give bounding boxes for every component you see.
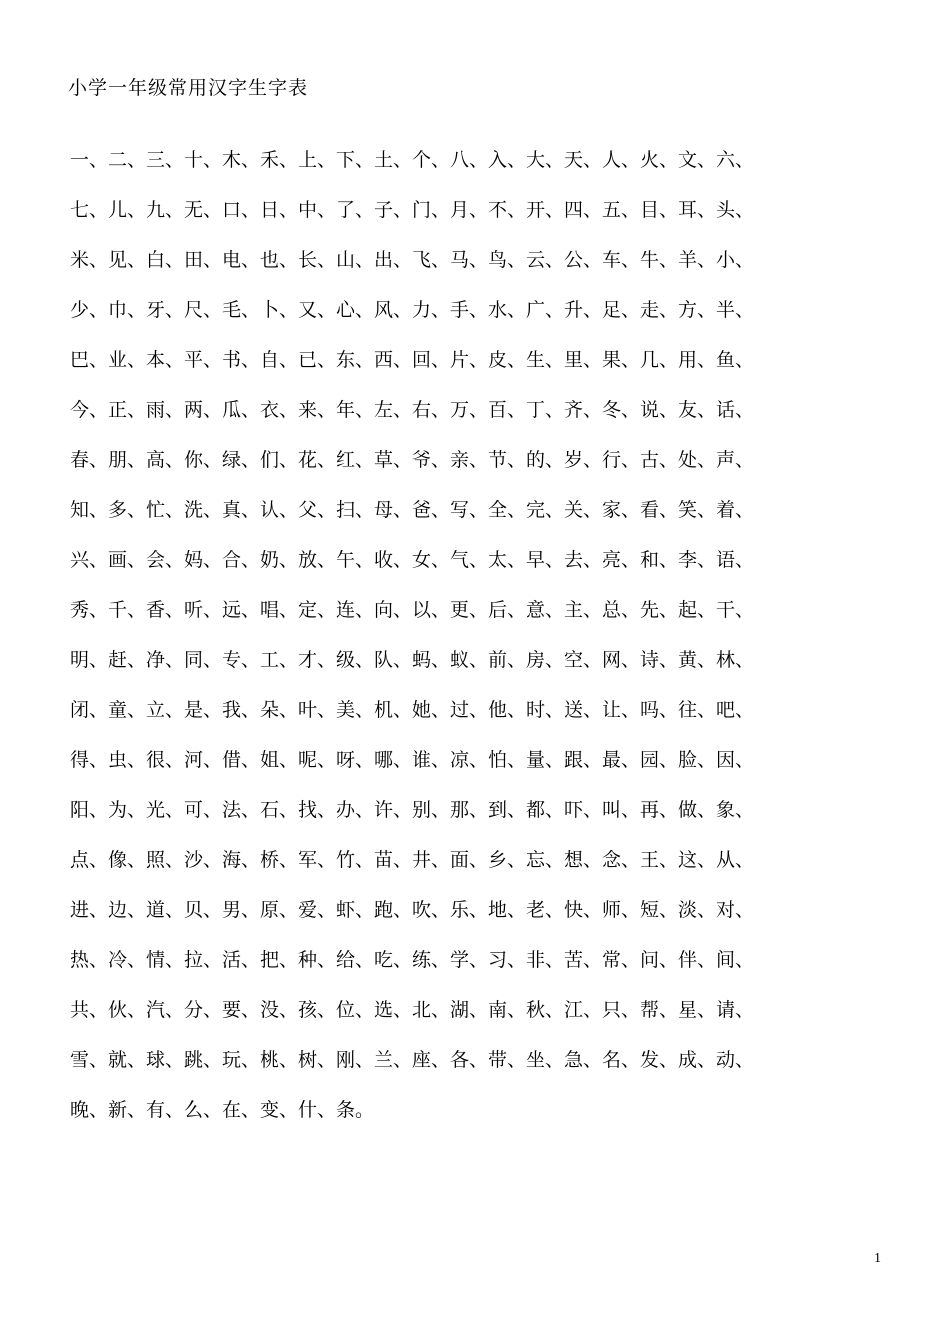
character-row: 得、虫、很、河、借、姐、呢、呀、哪、谁、凉、怕、量、跟、最、园、脸、因、 [70,749,755,771]
document-title: 小学一年级常用汉字生字表 [68,77,309,99]
character-row: 米、见、白、田、电、也、长、山、出、飞、马、鸟、云、公、车、牛、羊、小、 [70,249,755,271]
character-row: 今、正、雨、两、瓜、衣、来、年、左、右、万、百、丁、齐、冬、说、友、话、 [70,399,755,421]
character-row: 明、赶、净、同、专、工、才、级、队、蚂、蚁、前、房、空、网、诗、黄、林、 [70,649,755,671]
character-row: 热、冷、情、拉、活、把、种、给、吃、练、学、习、非、苦、常、问、伴、间、 [70,949,755,971]
page-number: 1 [874,1251,881,1266]
character-row: 七、儿、九、无、口、日、中、了、子、门、月、不、开、四、五、目、耳、头、 [70,199,755,221]
character-row: 共、伙、汽、分、要、没、孩、位、选、北、湖、南、秋、江、只、帮、星、请、 [70,999,755,1021]
character-list [70,135,880,1135]
character-row: 雪、就、球、跳、玩、桃、树、刚、兰、座、各、带、坐、急、名、发、成、动、 [70,1049,755,1071]
character-row: 兴、画、会、妈、合、奶、放、午、收、女、气、太、早、去、亮、和、李、语、 [70,549,755,571]
character-row: 少、巾、牙、尺、毛、卜、又、心、风、力、手、水、广、升、足、走、方、半、 [70,299,755,321]
character-row: 阳、为、光、可、法、石、找、办、许、别、那、到、都、吓、叫、再、做、象、 [70,799,755,821]
character-row: 一、二、三、十、木、禾、上、下、土、个、八、入、大、天、人、火、文、六、 [70,149,755,171]
character-row: 闭、童、立、是、我、朵、叶、美、机、她、过、他、时、送、让、吗、往、吧、 [70,699,755,721]
character-row: 巴、业、本、平、书、自、已、东、西、回、片、皮、生、里、果、几、用、鱼、 [70,349,755,371]
character-row: 进、边、道、贝、男、原、爱、虾、跑、吹、乐、地、老、快、师、短、淡、对、 [70,899,755,921]
character-row: 点、像、照、沙、海、桥、军、竹、苗、井、面、乡、忘、想、念、王、这、从、 [70,849,755,871]
character-row: 春、朋、高、你、绿、们、花、红、草、爷、亲、节、的、岁、行、古、处、声、 [70,449,755,471]
character-row: 知、多、忙、洗、真、认、父、扫、母、爸、写、全、完、关、家、看、笑、着、 [70,499,755,521]
character-row: 秀、千、香、听、远、唱、定、连、向、以、更、后、意、主、总、先、起、干、 [70,599,755,621]
character-row: 晚、新、有、么、在、变、什、条。 [70,1099,375,1121]
